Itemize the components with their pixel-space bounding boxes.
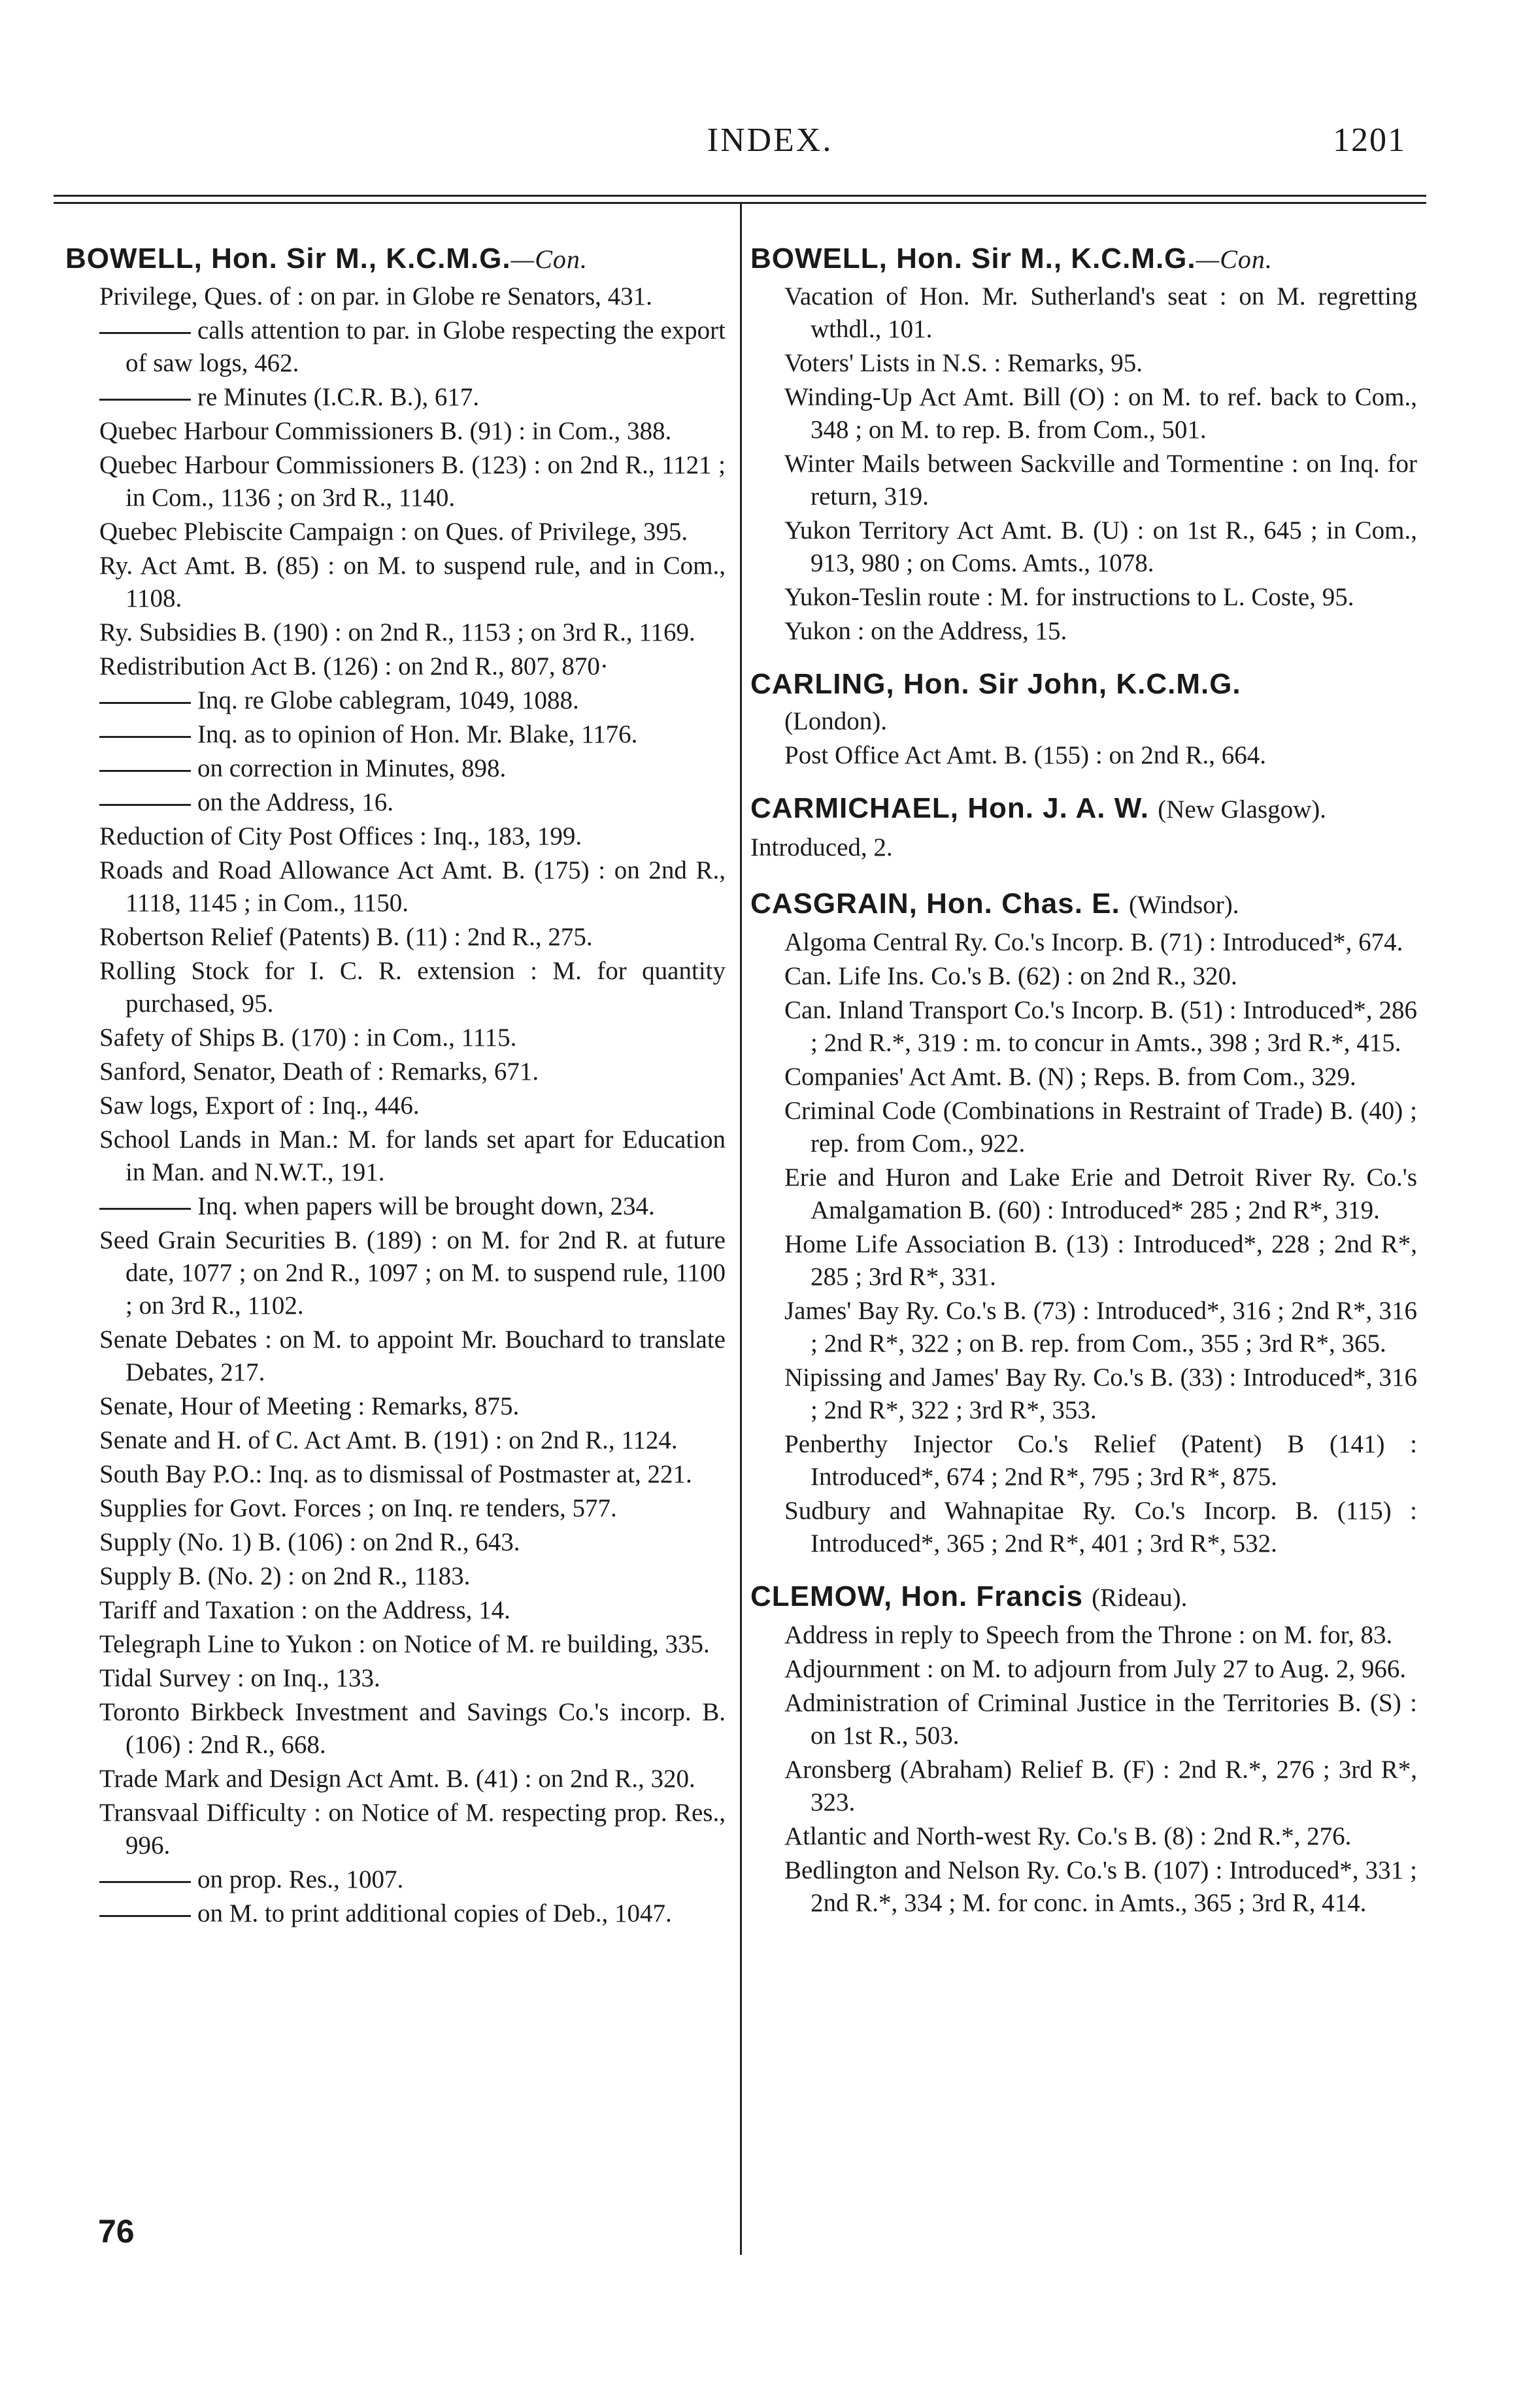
- heading-continued: —Con.: [511, 244, 588, 274]
- index-entry: James' Bay Ry. Co.'s B. (73) : Introduced*, 316 ; 2nd R*, 316 ; 2nd R*, 322 ; on B. rep. from Com., 355 ; 3rd R*, 365.: [784, 1297, 1417, 1358]
- index-entry: Winding-Up Act Amt. Bill (O) : on M. to ref. back to Com., 348 ; on M. to rep. B. from Com., 501.: [784, 383, 1417, 444]
- index-entry: Safety of Ships B. (170) : in Com., 1115.: [99, 1024, 517, 1052]
- index-entry: Aronsberg (Abraham) Relief B. (F) : 2nd R.*, 276 ; 3rd R*, 323.: [784, 1756, 1417, 1816]
- index-entry: Sudbury and Wahnapitae Ry. Co.'s Incorp. B. (115) : Introduced*, 365 ; 2nd R*, 401 ; 3rd R*, 532.: [784, 1497, 1417, 1558]
- index-entry: Sanford, Senator, Death of : Remarks, 671.: [99, 1058, 539, 1086]
- index-entry: Vacation of Hon. Mr. Sutherland's seat : on M. regretting wthdl., 101.: [784, 282, 1417, 343]
- index-entry: Senate, Hour of Meeting : Remarks, 875.: [99, 1392, 520, 1420]
- repeat-dash: [99, 399, 191, 401]
- repeat-dash: [99, 804, 191, 806]
- repeat-dash: [99, 1881, 191, 1883]
- index-entry: Penberthy Injector Co.'s Relief (Patent) B (141) : Introduced*, 674 ; 2nd R*, 795 ; 3rd R*, 875.: [784, 1430, 1417, 1491]
- index-entry: Home Life Association B. (13) : Introduced*, 228 ; 2nd R*, 285 ; 3rd R*, 331.: [784, 1230, 1417, 1291]
- index-entry: Senate and H. of C. Act Amt. B. (191) : on 2nd R., 1124.: [99, 1426, 678, 1454]
- heading-affiliation: (London).: [784, 707, 888, 735]
- running-head: INDEX.: [707, 122, 833, 159]
- index-entry: Reduction of City Post Offices : Inq., 183, 199.: [99, 822, 582, 850]
- heading-name: BOWELL, Hon. Sir M., K.C.M.G.: [750, 242, 1196, 275]
- heading-continued: —Con.: [1196, 244, 1273, 274]
- index-entry: Address in reply to Speech from the Throne : on M. for, 83.: [784, 1621, 1393, 1649]
- index-entry: calls attention to par. in Globe respecting the export of saw logs, 462.: [65, 314, 726, 380]
- index-entry: Yukon Territory Act Amt. B. (U) : on 1st R., 645 ; in Com., 913, 980 ; on Coms. Amts., 1078.: [784, 516, 1417, 577]
- repeat-dash: [99, 736, 191, 738]
- index-entry: on M. to print additional copies of Deb., 1047.: [65, 1897, 726, 1930]
- index-entry: Trade Mark and Design Act Amt. B. (41) : on 2nd R., 320.: [99, 1765, 695, 1793]
- index-entry: Rolling Stock for I. C. R. extension : M. for quantity purchased, 95.: [99, 957, 726, 1018]
- left-column: [65, 235, 726, 1931]
- index-entry: Seed Grain Securities B. (189) : on M. for 2nd R. at future date, 1077 ; on 2nd R., 1097 ; on M. to suspend rule, 1100 ; on 3rd R., 1102.: [99, 1226, 726, 1320]
- index-heading-clemow: [750, 1578, 1417, 1616]
- index-entry: Quebec Plebiscite Campaign : on Ques. of Privilege, 395.: [99, 518, 688, 546]
- index-entry: Telegraph Line to Yukon : on Notice of M. re building, 335.: [99, 1630, 710, 1658]
- index-entry: Supply (No. 1) B. (106) : on 2nd R., 643.: [99, 1528, 520, 1556]
- repeat-dash: [99, 1915, 191, 1917]
- index-entry: Nipissing and James' Bay Ry. Co.'s B. (33) : Introduced*, 316 ; 2nd R*, 322 ; 3rd R*, 353.: [784, 1363, 1417, 1424]
- index-entry: Quebec Harbour Commissioners B. (123) : on 2nd R., 1121 ; in Com., 1136 ; on 3rd R., 1140.: [99, 451, 726, 512]
- index-entry: Algoma Central Ry. Co.'s Incorp. B. (71) : Introduced*, 674.: [784, 928, 1403, 956]
- index-heading-casgrain: [750, 886, 1417, 924]
- repeat-dash: [99, 1208, 191, 1210]
- signature-mark: 76: [98, 2213, 135, 2250]
- index-heading-bowell: [65, 241, 726, 278]
- index-entry: on correction in Minutes, 898.: [65, 752, 726, 785]
- index-entry: Quebec Harbour Commissioners B. (91) : in Com., 388.: [99, 417, 672, 445]
- heading-name: CARLING, Hon. Sir John, K.C.M.G.: [750, 668, 1241, 700]
- index-entry: Inq. as to opinion of Hon. Mr. Blake, 1176.: [65, 718, 726, 751]
- index-entry: Privilege, Ques. of : on par. in Globe re Senators, 431.: [99, 282, 652, 310]
- index-entry: Inq. when papers will be brought down, 234.: [65, 1190, 726, 1223]
- index-entry: Can. Life Ins. Co.'s B. (62) : on 2nd R., 320.: [784, 962, 1237, 990]
- index-entry: Supplies for Govt. Forces ; on Inq. re tenders, 577.: [99, 1494, 617, 1522]
- index-entry: on prop. Res., 1007.: [65, 1863, 726, 1896]
- index-entry: Yukon-Teslin route : M. for instructions to L. Coste, 95.: [784, 583, 1354, 611]
- index-entry: Ry. Act Amt. B. (85) : on M. to suspend rule, and in Com., 1108.: [99, 552, 726, 612]
- index-entry: Post Office Act Amt. B. (155) : on 2nd R., 664.: [784, 741, 1267, 769]
- index-entry: Administration of Criminal Justice in the Territories B. (S) : on 1st R., 503.: [784, 1689, 1417, 1750]
- repeat-dash: [99, 770, 191, 772]
- index-entry: Supply B. (No. 2) : on 2nd R., 1183.: [99, 1562, 471, 1590]
- index-entry: Robertson Relief (Patents) B. (11) : 2nd R., 275.: [99, 923, 593, 951]
- heading-name: CLEMOW, Hon. Francis: [750, 1580, 1083, 1612]
- heading-name: CARMICHAEL, Hon. J. A. W.: [750, 792, 1150, 824]
- column-divider: [740, 203, 742, 2255]
- header-rule-top: [54, 195, 1426, 197]
- index-entry: Erie and Huron and Lake Erie and Detroit River Ry. Co.'s Amalgamation B. (60) : Introduced* 285 ; 2nd R*, 319.: [784, 1163, 1417, 1224]
- index-entry: Voters' Lists in N.S. : Remarks, 95.: [784, 349, 1143, 377]
- index-entry: re Minutes (I.C.R. B.), 617.: [65, 381, 726, 414]
- right-column: [750, 235, 1417, 1921]
- index-entry: South Bay P.O.: Inq. as to dismissal of Postmaster at, 221.: [99, 1460, 692, 1488]
- index-entry: Toronto Birkbeck Investment and Savings Co.'s incorp. B. (106) : 2nd R., 668.: [99, 1698, 726, 1759]
- repeat-dash: [99, 702, 191, 704]
- page-header: [0, 121, 1540, 173]
- index-entry: Transvaal Difficulty : on Notice of M. respecting prop. Res., 996.: [99, 1799, 726, 1859]
- index-entry: Saw logs, Export of : Inq., 446.: [99, 1092, 420, 1120]
- heading-name: CASGRAIN, Hon. Chas. E.: [750, 888, 1120, 920]
- index-entry: Atlantic and North-west Ry. Co.'s B. (8) : 2nd R.*, 276.: [784, 1822, 1352, 1850]
- index-entry: Tariff and Taxation : on the Address, 14.: [99, 1596, 511, 1624]
- index-entry: Bedlington and Nelson Ry. Co.'s B. (107) : Introduced*, 331 ; 2nd R.*, 334 ; M. for conc. in Amts., 365 ; 3rd R, 414.: [784, 1856, 1417, 1917]
- repeat-dash: [99, 332, 191, 334]
- heading-name: BOWELL, Hon. Sir M., K.C.M.G.: [65, 242, 511, 275]
- index-entry: Ry. Subsidies B. (190) : on 2nd R., 1153 ; on 3rd R., 1169.: [99, 618, 695, 646]
- index-entry: Winter Mails between Sackville and Tormentine : on Inq. for return, 319.: [784, 450, 1417, 510]
- heading-affiliation: (Rideau).: [1092, 1584, 1188, 1612]
- index-entry: Redistribution Act B. (126) : on 2nd R., 807, 870·: [99, 652, 609, 680]
- index-entry: Can. Inland Transport Co.'s Incorp. B. (51) : Introduced*, 286 ; 2nd R.*, 319 : m. to concur in Amts., 398 ; 3rd R.*, 415.: [784, 996, 1417, 1057]
- index-entry: Companies' Act Amt. B. (N) ; Reps. B. from Com., 329.: [784, 1063, 1356, 1091]
- index-entry: Tidal Survey : on Inq., 133.: [99, 1664, 380, 1692]
- index-entry: on the Address, 16.: [65, 786, 726, 819]
- index-entry: Senate Debates : on M. to appoint Mr. Bouchard to translate Debates, 217.: [99, 1325, 726, 1386]
- index-entry: Inq. re Globe cablegram, 1049, 1088.: [65, 684, 726, 717]
- index-entry: Roads and Road Allowance Act Amt. B. (175) : on 2nd R., 1118, 1145 ; in Com., 1150.: [99, 856, 726, 917]
- heading-affiliation: (New Glasgow). Introduced, 2.: [750, 795, 1327, 861]
- index-heading-carling: [750, 666, 1417, 703]
- index-entry: School Lands in Man.: M. for lands set apart for Education in Man. and N.W.T., 191.: [99, 1125, 726, 1186]
- index-entry: Criminal Code (Combinations in Restraint of Trade) B. (40) ; rep. from Com., 922.: [784, 1097, 1417, 1158]
- index-heading-carmichael: [750, 790, 1417, 866]
- heading-affiliation: (Windsor).: [1128, 891, 1239, 919]
- index-entry: Yukon : on the Address, 15.: [784, 617, 1067, 645]
- page-number: 1201: [1333, 122, 1406, 159]
- index-heading-bowell-cont: [750, 241, 1417, 278]
- index-entry: Adjournment : on M. to adjourn from July 27 to Aug. 2, 966.: [784, 1655, 1407, 1683]
